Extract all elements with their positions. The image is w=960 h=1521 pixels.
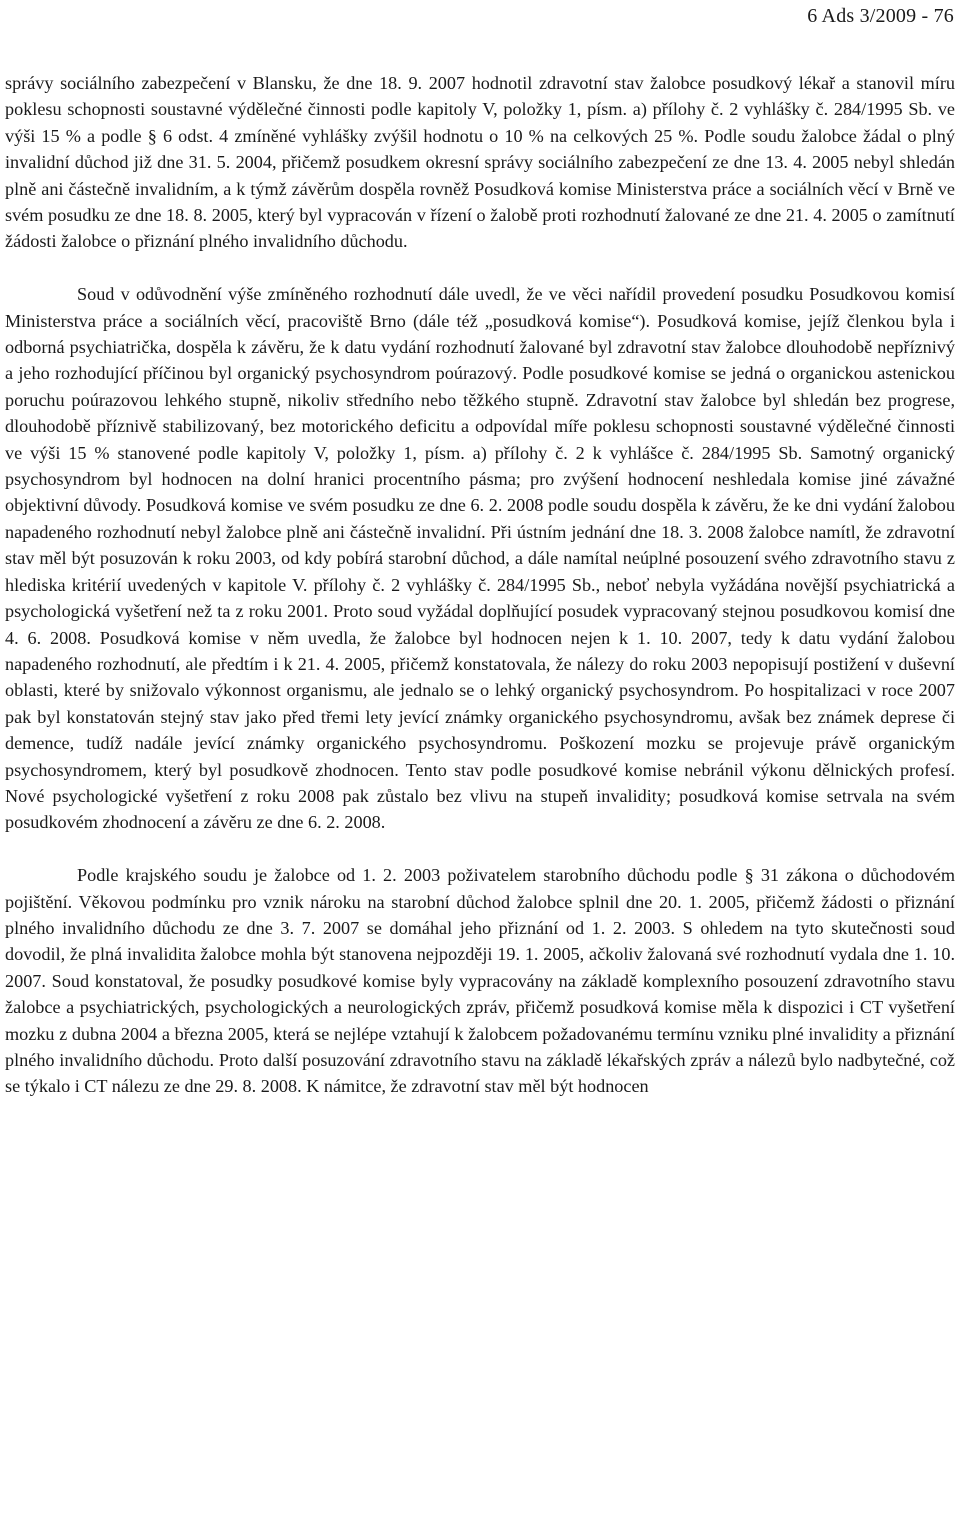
paragraph-1: správy sociálního zabezpečení v Blansku, že dne 18. 9. 2007 hodnotil zdravotní stav žalobce posudkový lékař a stanovil míru poklesu schopnosti soustavné výdělečné činnosti podle kapitoly V, položky 1, písm. a) přílohy č. 2 vyhlášky č. 284/1995 Sb. ve výši 15 % a podle § 6 odst. 4 zmíněné vyhlášky zvýšil hodnotu o 10 % na celkových 25 %. Podle soudu žalobce žádal o plný invalidní důchod již dne 31. 5. 2004, přičemž posudkem okresní správy sociálního zabezpečení ze dne 13. 4. 2005 nebyl shledán plně ani částečně invalidním, a k týmž závěrům dospěla rovněž Posudková komise Ministerstva práce a sociálních věcí v Brně ve svém posudku ze dne 18. 8. 2005, který byl vypracován v řízení o žalobě proti rozhodnutí žalované ze dne 21. 4. 2005 o zamítnutí žádosti žalobce o přiznání plného invalidního důchodu. [5, 73, 955, 252]
document-body [5, 70, 955, 1100]
page-reference-header: 6 Ads 3/2009 - 76 [807, 5, 954, 27]
paragraph-3: Podle krajského soudu je žalobce od 1. 2. 2003 poživatelem starobního důchodu podle § 31 zákona o důchodovém pojištění. Věkovou podmínku pro vznik nároku na starobní důchod žalobce splnil dne 20. 1. 2005, přičemž žádosti o přiznání plného invalidního důchodu ze dne 3. 7. 2007 se domáhal jeho přiznání od 1. 2. 2003. S ohledem na tyto skutečnosti soud dovodil, že plná invalidita žalobce mohla být stanovena nejpozději 19. 1. 2005, ačkoliv žalovaná své rozhodnutí vydala dne 1. 10. 2007. Soud konstatoval, že posudky posudkové komise byly vypracovány na základě komplexního posouzení zdravotního stavu žalobce a psychiatrických, psychologických a neurologických zpráv, přičemž posudková komise měla k dispozici i CT vyšetření mozku z dubna 2004 a března 2005, která se nejlépe vztahují k žalobcem požadovanému termínu vzniku plné invalidity a přiznání plného invalidního důchodu. Proto další posuzování zdravotního stavu na základě lékařských zpráv a nálezů bylo nadbytečné, což se týkalo i CT nálezu ze dne 29. 8. 2008. K námitce, že zdravotní stav měl být hodnocen [5, 865, 955, 1097]
paragraph-2: Soud v odůvodnění výše zmíněného rozhodnutí dále uvedl, že ve věci nařídil provedení posudku Posudkovou komisí Ministerstva práce a sociálních věcí, pracoviště Brno (dále též „posudková komise“). Posudková komise, jejíž členkou byla i odborná psychiatrička, dospěla k závěru, že k datu vydání rozhodnutí žalované byl zdravotní stav žalobce dlouhodobě nepříznivý a jeho rozhodující příčinou byl organický psychosyndrom poúrazový. Podle posudkové komise se jedná o organickou astenickou poruchu poúrazovou lehkého stupně, nikoliv středního nebo těžkého stupně. Zdravotní stav žalobce byl shledán bez progrese, dlouhodobě příznivě stabilizovaný, bez motorického deficitu a odpovídal míře poklesu schopnosti soustavné výdělečné činnosti ve výši 15 % stanovené podle kapitoly V, položky 1, písm. a) přílohy č. 2 k vyhlášce č. 284/1995 Sb. Samotný organický psychosyndrom byl hodnocen na dolní hranici procentního pásma; pro zvýšení hodnocení neshledala komise jiné závažné objektivní důvody. Posudková komise ve svém posudku ze dne 6. 2. 2008 podle soudu dospěla k závěru, že ke dni vydání žalobou napadeného rozhodnutí nebyl žalobce plně ani částečně invalidní. Při ústním jednání dne 18. 3. 2008 žalobce namítl, že zdravotní stav měl být posuzován k roku 2003, od kdy pobírá starobní důchod, a dále namítal neúplné posouzení svého zdravotního stavu z hlediska kritérií uvedených v kapitole V. přílohy č. 2 vyhlášky č. 284/1995 Sb., neboť nebyla vyžádána novější psychiatrická a psychologická vyšetření než ta z roku 2001. Proto soud vyžádal doplňující posudek vypracovaný stejnou posudkovou komisí dne 4. 6. 2008. Posudková komise v něm uvedla, že žalobce byl hodnocen nejen k 1. 10. 2007, tedy k datu vydání žalobou napadeného rozhodnutí, ale předtím i k 21. 4. 2005, přičemž konstatovala, že nálezy do roku 2003 nepopisují postižení v duševní oblasti, které by snižovalo výkonnost organismu, ale jednalo se o lehký organický psychosyndrom. Po hospitalizaci v roce 2007 pak byl konstatován stejný stav jako před třemi lety jevící známky organického psychosyndromu, avšak bez známek deprese či demence, tudíž nadále jevící známky organického psychosyndromu. Poškození mozku se projevuje právě organickým psychosyndromem, který byl posudkově zhodnocen. Tento stav podle posudkové komise nebránil výkonu dělnických profesí. Nové psychologické vyšetření z roku 2008 pak zůstalo bez vlivu na stupeň invalidity; posudková komise setrvala na svém posudkovém zhodnocení a závěru ze dne 6. 2. 2008. [5, 284, 955, 833]
